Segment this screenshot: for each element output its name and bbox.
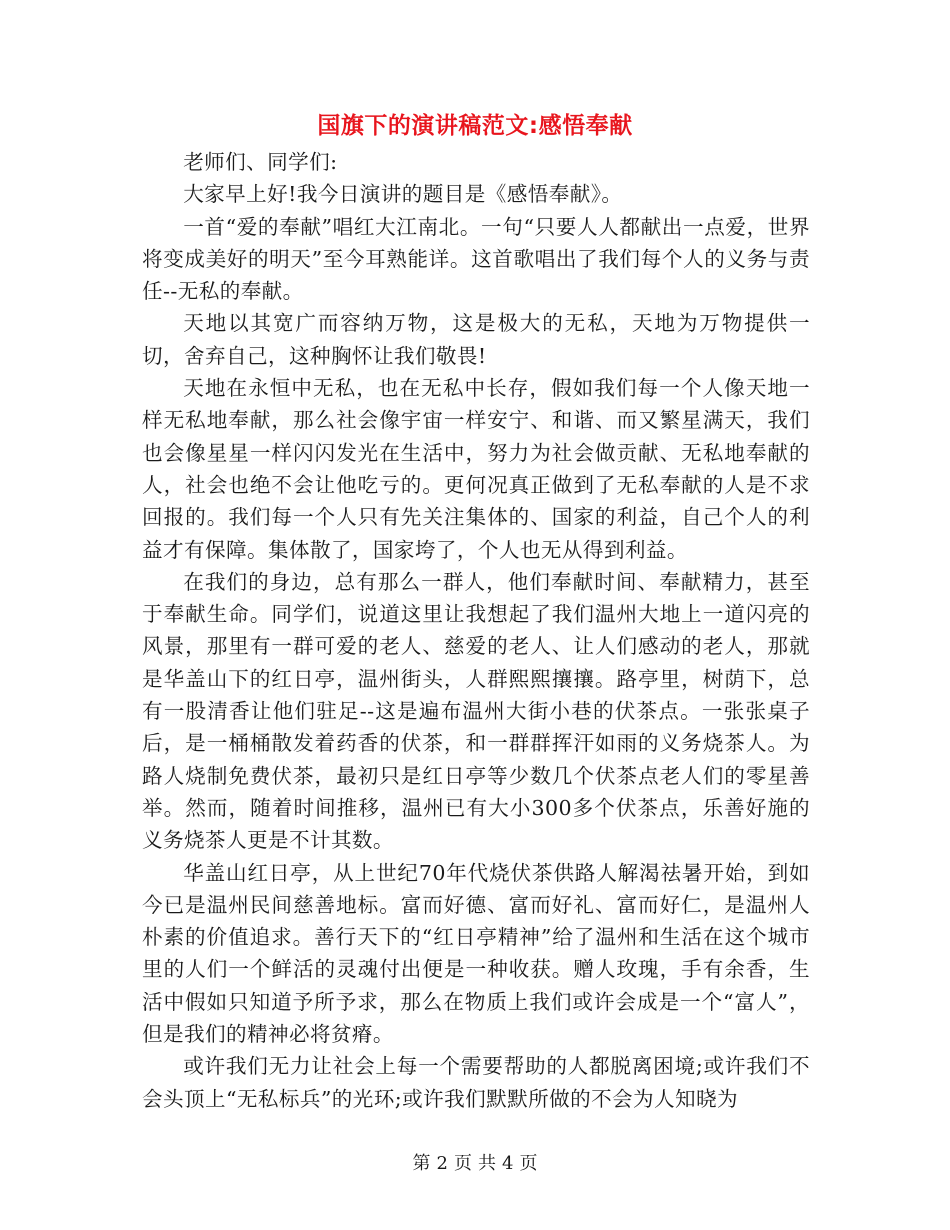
page-footer [0,1152,950,1176]
paragraph: 在我们的身边，总有那么一群人，他们奉献时间、奉献精力，甚至于奉献生命。同学们，说道这里让我想起了我们温州大地上一道闪亮的风景，那里有一群可爱的老人、慈爱的老人、让人们感动的老人，那就是华盖山下的红日亭，温州街头，人群熙熙攘攘。路亭里，树荫下，总有一股清香让他们驻足--这是遍布温州大街小巷的伏茶点。一张张桌子后，是一桶桶散发着药香的伏茶，和一群群挥汗如雨的义务烧茶人。为路人烧制免费伏茶，最初只是红日亭等少数几个伏茶点老人们的零星善举。然而，随着时间推移，温州已有大小300多个伏茶点，乐善好施的义务烧茶人更是不计其数。 [142,569,810,853]
footer-page-current: 2 [436,1153,448,1174]
paragraph: 或许我们无力让社会上每一个需要帮助的人都脱离困境;或许我们不会头顶上“无私标兵”的光环;或许我们默默所做的不会为人知晓为 [142,1054,810,1111]
footer-total-word: 共 [478,1153,496,1174]
paragraph-salutation: 老师们、同学们: [183,150,338,174]
paragraph: 一首“爱的奉献”唱红大江南北。一句“只要人人都献出一点爱，世界将变成美好的明天”至今耳熟能详。这首歌唱出了我们每个人的义务与责任--无私的奉献。 [142,214,810,304]
paragraph: 天地在永恒中无私，也在无私中长存，假如我们每一个人像天地一样无私地奉献，那么社会像宇宙一样安宁、和谐、而又繁星满天，我们也会像星星一样闪闪发光在生活中，努力为社会做贡献、无私地奉献的人，社会也绝不会让他吃亏的。更何况真正做到了无私奉献的人是不求回报的。我们每一个人只有先关注集体的、国家的利益，自己个人的利益才有保障。集体散了，国家垮了，个人也无从得到利益。 [142,376,810,562]
footer-page-total: 4 [502,1153,514,1174]
document-body [142,146,810,1115]
document-title: 国旗下的演讲稿范文:感悟奉献 [317,113,633,139]
paragraph-greeting: 大家早上好!我今日演讲的题目是《感悟奉献》。 [183,182,623,207]
footer-page-word: 页 [454,1153,472,1174]
paragraph: 华盖山红日亭，从上世纪70年代烧伏茶供路人解渴祛暑开始，到如今已是温州民间慈善地标。富而好德、富而好礼、富而好仁，是温州人朴素的价值追求。善行天下的“红日亭精神”给了温州和生活在这个城市里的人们一个鲜活的灵魂付出便是一种收获。赠人玫瑰，手有余香，生活中假如只知道予所予求，那么在物质上我们或许会成是一个“富人”，但是我们的精神必将贫瘠。 [142,860,810,1047]
footer-suffix: 页 [519,1153,538,1174]
paragraph: 天地以其宽广而容纳万物，这是极大的无私，天地为万物提供一切，舍弃自己，这种胸怀让我们敬畏! [142,311,810,368]
footer-prefix: 第 [412,1153,431,1174]
